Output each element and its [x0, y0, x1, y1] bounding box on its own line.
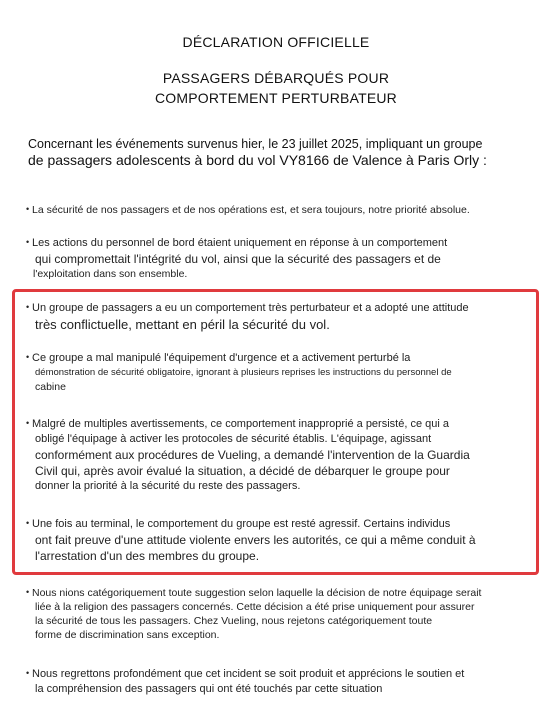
- bullet-priority: [26, 202, 532, 217]
- bullet-line: la compréhension des passagers qui ont été touchés par cette situation: [35, 683, 383, 695]
- bullet-line: Ce groupe a mal manipulé l'équipement d'urgence et a activement perturbé la: [32, 352, 411, 364]
- intro-line1: Concernant les événements survenus hier, le 23 juillet 2025, impliquant un groupe: [28, 137, 483, 151]
- document-subtitle-line1: PASSAGERS DÉBARQUÉS POUR: [162, 70, 390, 86]
- bullet-dot: •: [26, 237, 30, 247]
- bullet-line: Un groupe de passagers a eu un comportement très perturbateur et a adopté une attitude: [32, 302, 469, 314]
- bullet-dot: •: [26, 204, 30, 214]
- bullet-disruptive-group: [26, 300, 532, 333]
- bullet-line: la sécurité de tous les passagers. Chez Vueling, nous rejetons catégoriquement toute: [35, 615, 433, 627]
- bullet-line: La sécurité de nos passagers et de nos opérations est, et sera toujours, notre priorité absolue.: [32, 204, 470, 216]
- bullet-line: très conflictuelle, mettant en péril la sécurité du vol.: [35, 317, 330, 332]
- bullet-emergency-equipment: [26, 350, 532, 394]
- bullet-dot: •: [26, 668, 30, 678]
- bullet-dot: •: [26, 352, 30, 362]
- bullet-discrimination: [26, 585, 532, 642]
- bullet-line: Les actions du personnel de bord étaient uniquement en réponse à un comportement: [32, 237, 448, 249]
- bullet-dot: •: [26, 587, 30, 597]
- bullet-line: ont fait preuve d'une attitude violente envers les autorités, ce qui a même conduit à: [35, 533, 476, 547]
- bullet-line: obligé l'équipage à activer les protocoles de sécurité établis. L'équipage, agissant: [35, 433, 432, 445]
- document-title: DÉCLARATION OFFICIELLE: [182, 34, 370, 50]
- bullet-warnings-guardia-civil: [26, 416, 532, 494]
- bullet-line: donner la priorité à la sécurité du reste des passagers.: [35, 480, 301, 492]
- bullet-dot: •: [26, 518, 30, 528]
- bullet-terminal-arrest: [26, 516, 532, 564]
- document-subtitle-line2: COMPORTEMENT PERTURBATEUR: [155, 90, 397, 106]
- bullet-line: Nous regrettons profondément que cet incident se soit produit et apprécions le soutien et: [32, 668, 465, 680]
- bullet-line: cabine: [35, 381, 66, 393]
- bullet-line: qui compromettait l'intégrité du vol, ainsi que la sécurité des passagers et de: [35, 252, 441, 266]
- bullet-crew-actions: [26, 235, 532, 281]
- intro-paragraph: [28, 136, 528, 168]
- bullet-line: l'exploitation dans son ensemble.: [33, 268, 188, 280]
- bullet-line: Civil qui, après avoir évalué la situation, a décidé de débarquer le groupe pour: [35, 464, 450, 478]
- bullet-line: forme de discrimination sans exception.: [35, 629, 220, 641]
- bullet-line: liée à la religion des passagers concernés. Cette décision a été prise uniquement pour assurer: [35, 601, 475, 613]
- bullet-regret: [26, 666, 532, 697]
- bullet-dot: •: [26, 302, 30, 312]
- bullet-line: démonstration de sécurité obligatoire, ignorant à plusieurs reprises les instructions du personnel de: [35, 367, 452, 378]
- bullet-line: Malgré de multiples avertissements, ce comportement inapproprié a persisté, ce qui a: [32, 418, 449, 430]
- bullet-line: Une fois au terminal, le comportement du groupe est resté agressif. Certains individus: [32, 518, 451, 530]
- bullet-line: Nous nions catégoriquement toute suggestion selon laquelle la décision de notre équipage serait: [32, 587, 482, 599]
- bullet-dot: •: [26, 418, 30, 428]
- bullet-line: l'arrestation d'un des membres du groupe.: [35, 549, 260, 563]
- intro-line2: de passagers adolescents à bord du vol VY8166 de Valence à Paris Orly :: [28, 152, 487, 168]
- bullet-line: conformément aux procédures de Vueling, a demandé l'intervention de la Guardia: [35, 448, 470, 462]
